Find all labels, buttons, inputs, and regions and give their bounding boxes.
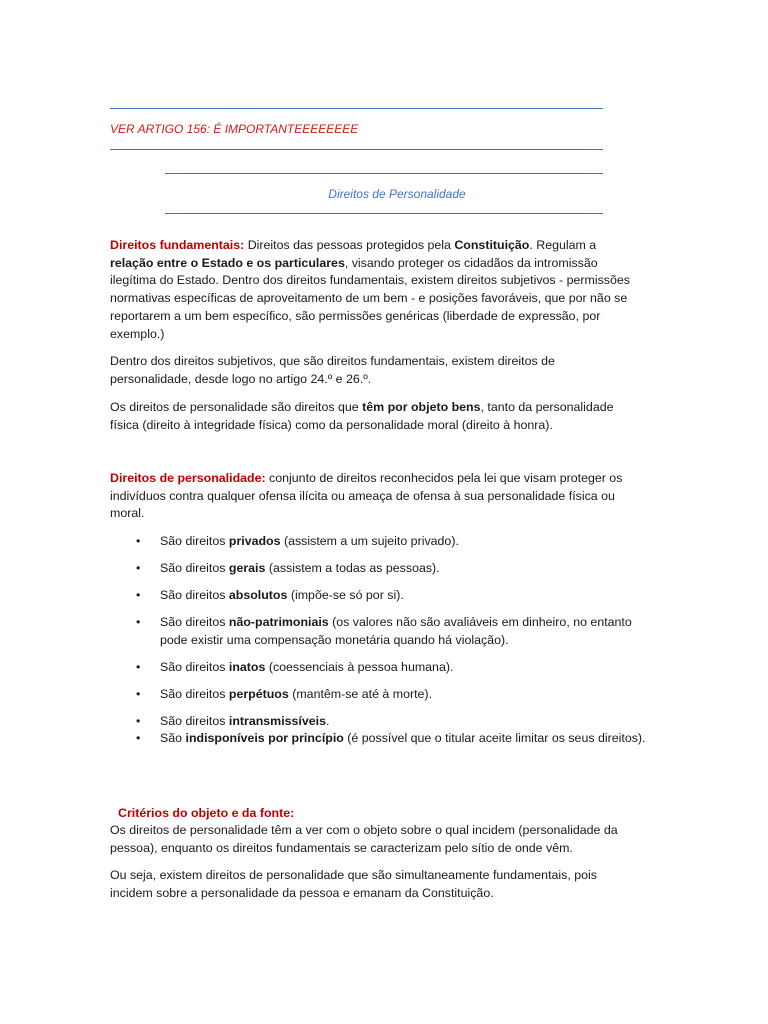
bullet-icon: • bbox=[136, 588, 141, 602]
bullet-icon: • bbox=[136, 615, 141, 629]
title-rule-top bbox=[165, 173, 603, 174]
bullet-icon: • bbox=[136, 713, 141, 728]
criteria-paragraph: Os direitos de personalidade têm a ver com o objeto sobre o qual incidem (personalidade da pessoa), enquanto os direitos fundamentais se caracterizam pelo sítio de onde vêm. bbox=[110, 823, 618, 855]
bullet-icon: • bbox=[136, 731, 141, 746]
top-rule-2 bbox=[110, 149, 603, 150]
subjective-rights-paragraph: Dentro dos direitos subjetivos, que são direitos fundamentais, existem direitos de personalidade, desde logo no artigo 24.º e 26.º. bbox=[110, 354, 555, 386]
fundamental-rights-label: Direitos fundamentais: bbox=[110, 238, 245, 252]
top-rule-1 bbox=[110, 108, 603, 109]
characteristics-list bbox=[136, 533, 656, 748]
bullet-icon: • bbox=[136, 561, 141, 575]
personality-rights-paragraph: Direitos de personalidade: conjunto de direitos reconhecidos pela lei que visam proteger os indivíduos contra qualquer ofensa ilícita ou ameaça de ofensa à sua personalidade física ou moral. bbox=[110, 471, 623, 521]
personality-rights-label: Direitos de personalidade: bbox=[110, 471, 266, 485]
criteria-heading: Critérios do objeto e da fonte: bbox=[118, 806, 295, 820]
list-item: • São direitos perpétuos (mantêm-se até à morte). bbox=[136, 686, 656, 704]
object-goods-paragraph: Os direitos de personalidade são direitos que têm por objeto bens, tanto da personalidade física (direito à integridade física) como da personalidade moral (direito à honra). bbox=[110, 400, 614, 432]
list-item: • São direitos gerais (assistem a todas as pessoas). bbox=[136, 560, 656, 578]
list-item: • São direitos inatos (coessenciais à pessoa humana). bbox=[136, 659, 656, 677]
list-item: • São direitos absolutos (impõe-se só por si). bbox=[136, 587, 656, 605]
bullet-icon: • bbox=[136, 686, 141, 701]
title-rule-bottom bbox=[165, 213, 603, 214]
important-note: VER ARTIGO 156: É IMPORTANTEEEEEEEE bbox=[110, 122, 359, 136]
list-item: • São direitos intransmissíveis. bbox=[136, 713, 656, 731]
bullet-icon: • bbox=[136, 534, 141, 548]
list-item: • São indisponíveis por princípio (é possível que o titular aceite limitar os seus direitos). bbox=[136, 730, 656, 748]
bullet-icon: • bbox=[136, 659, 141, 674]
list-item: • São direitos privados (assistem a um sujeito privado). bbox=[136, 533, 656, 551]
list-item: • São direitos não-patrimoniais (os valores não são avaliáveis em dinheiro, no entanto pode existir uma compensação monetária quando há violação). bbox=[136, 615, 632, 647]
fundamental-rights-paragraph: Direitos fundamentais: Direitos das pessoas protegidos pela Constituição. Regulam a relação entre o Estado e os particulares, visando proteger os cidadãos da intromissão ilegítima do Estado. Dentro dos direitos fundamentais, existem direitos subjetivos - permissões normativas específicas de aproveitamento de um bem - e posições favoráveis, que por não se reportarem a um bem específico, são permissões genéricas (liberdade de expressão, por exemplo.) bbox=[110, 238, 630, 341]
section-title: Direitos de Personalidade bbox=[328, 187, 466, 201]
conclusion-paragraph: Ou seja, existem direitos de personalidade que são simultaneamente fundamentais, pois incidem sobre a personalidade da pessoa e emanam da Constituição. bbox=[110, 868, 597, 900]
